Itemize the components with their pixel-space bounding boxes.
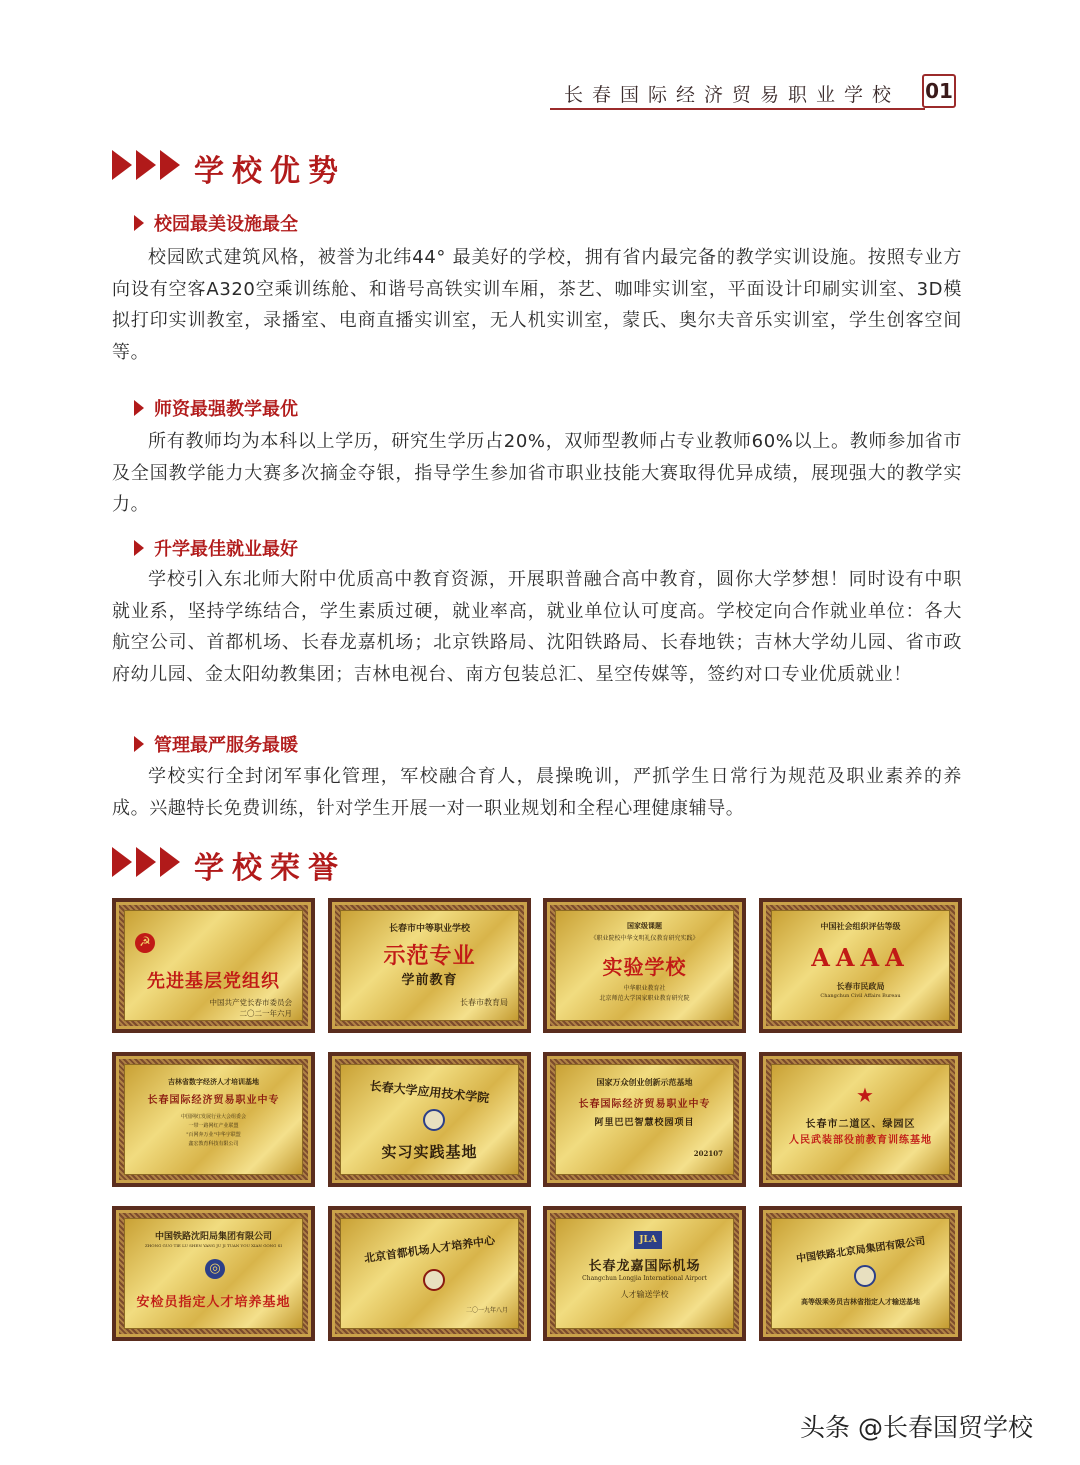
- plaque-digital-economy-base: 吉林省数字经济人才培训基地 长春国际经济贸易职业中专 中国网红发展行业大会组委会 一带一路网红产业联盟 "百网奔万业"中华宇联盟 鑫宏教育科技有限公司: [112, 1052, 315, 1187]
- plaque-longjia-airport: JLA 长春龙嘉国际机场 Changchun Longjia International Airport 人才输送学校: [543, 1206, 746, 1341]
- railway-logo-icon: ◎: [205, 1259, 225, 1279]
- plaque-innovation-base: 国家万众创业创新示范基地 长春国际经济贸易职业中专 阿里巴巴智慧校园项目 202107: [543, 1052, 746, 1187]
- toutiao-watermark: 头条 @长春国贸学校: [800, 1413, 1033, 1442]
- plaque-experimental-school: 国家级课题 《职业院校中华文明礼仪教育研究实践》 实验学校 中华职业教育社 北京师范大学国家职业教育研究院: [543, 898, 746, 1033]
- paragraph-facilities: 校园欧式建筑风格，被誉为北纬44° 最美好的学校，拥有省内最完备的教学实训设施。按照专业方向设有空客A320空乘训练舱、和谐号高铁实训车厢，茶艺、咖啡实训室，平面设计印刷实训室、3D模拟打印实训教室，录播室、电商直播实训室，无人机实训室，蒙氏、奥尔夫音乐实训室，学生创客空间等。: [112, 247, 962, 363]
- section-title: 学校优势: [194, 154, 346, 189]
- paragraph-employment: 学校引入东北师大附中优质高中教育资源，开展职普融合高中教育，圆你大学梦想！同时设有中职就业系，坚持学练结合，学生素质过硬，就业率高，就业单位认可度高。学校定向合作就业单位：各大航空公司、首都机场、长春龙嘉机场；北京铁路局、沈阳铁路局、长春地铁；吉林大学幼儿园、省市政府幼儿园、金太阳幼教集团；吉林电视台、南方包装总汇、星空传媒等，签约对口专业优质就业！: [112, 569, 962, 685]
- header-rule: [550, 108, 925, 110]
- arrow-icon: [134, 736, 144, 752]
- honor-plaques-grid: [112, 898, 962, 1342]
- section-title: 学校荣誉: [194, 851, 346, 886]
- plaque-armed-forces-base: ★ 长春市二道区、绿园区 人民武装部役前教育训练基地: [759, 1052, 962, 1187]
- plaque-internship-base: 长春大学应用技术学院 实习实践基地: [328, 1052, 531, 1187]
- page-header: [550, 72, 962, 112]
- railway-logo-icon: [854, 1265, 876, 1287]
- page-number: 01: [922, 74, 956, 108]
- plaque-beijing-railway: 中国铁路北京局集团有限公司 高等级乘务员吉林省指定人才输送基地: [759, 1206, 962, 1341]
- paragraph-teachers: 所有教师均为本科以上学历，研究生学历占20%，双师型教师占专业教师60%以上。教师参加省市及全国教学能力大赛多次摘金夺银，指导学生参加省市职业技能大赛取得优异成绩，展现强大的教学实力。: [112, 431, 962, 515]
- party-emblem-icon: ☭: [135, 933, 155, 953]
- red-star-icon: ★: [856, 1083, 874, 1107]
- plaque-demo-major: 长春市中等职业学校 示范专业 学前教育 长春市教育局: [328, 898, 531, 1033]
- arrow-icon: [134, 215, 144, 231]
- sub-title: 师资最强教学最优: [154, 399, 298, 420]
- jla-logo-icon: JLA: [634, 1231, 662, 1249]
- plaque-capital-airport: 北京首都机场人才培养中心 二〇一九年八月: [328, 1206, 531, 1341]
- arrow-icon: [134, 400, 144, 416]
- sub-title: 管理最严服务最暖: [154, 735, 298, 756]
- paragraph-management: 学校实行全封闭军事化管理，军校融合育人，晨操晚训，严抓学生日常行为规范及职业素养的养成。兴趣特长免费训练，针对学生开展一对一职业规划和全程心理健康辅导。: [112, 766, 962, 819]
- school-name: 长春国际经济贸易职业学校: [564, 84, 901, 106]
- plaque-railway-security-base: 中国铁路沈阳局集团有限公司 ZHONG GUO TIE LU SHEN YANG JU JI TUAN YOU XIAN GONG SI ◎ 安检员指定人才培养基地: [112, 1206, 315, 1341]
- plaque-aaaa-rating: 中国社会组织评估等级 AAAA 长春市民政局 Changchun Civil Affairs Bureau: [759, 898, 962, 1033]
- plaque-party-organization: ☭ 先进基层党组织 中国共产党长春市委员会 二〇二一年六月: [112, 898, 315, 1033]
- sub-title: 升学最佳就业最好: [154, 539, 298, 560]
- university-logo-icon: [423, 1109, 445, 1131]
- sub-title: 校园最美设施最全: [154, 214, 298, 235]
- arrow-icon: [134, 540, 144, 556]
- seal-icon: [423, 1269, 445, 1291]
